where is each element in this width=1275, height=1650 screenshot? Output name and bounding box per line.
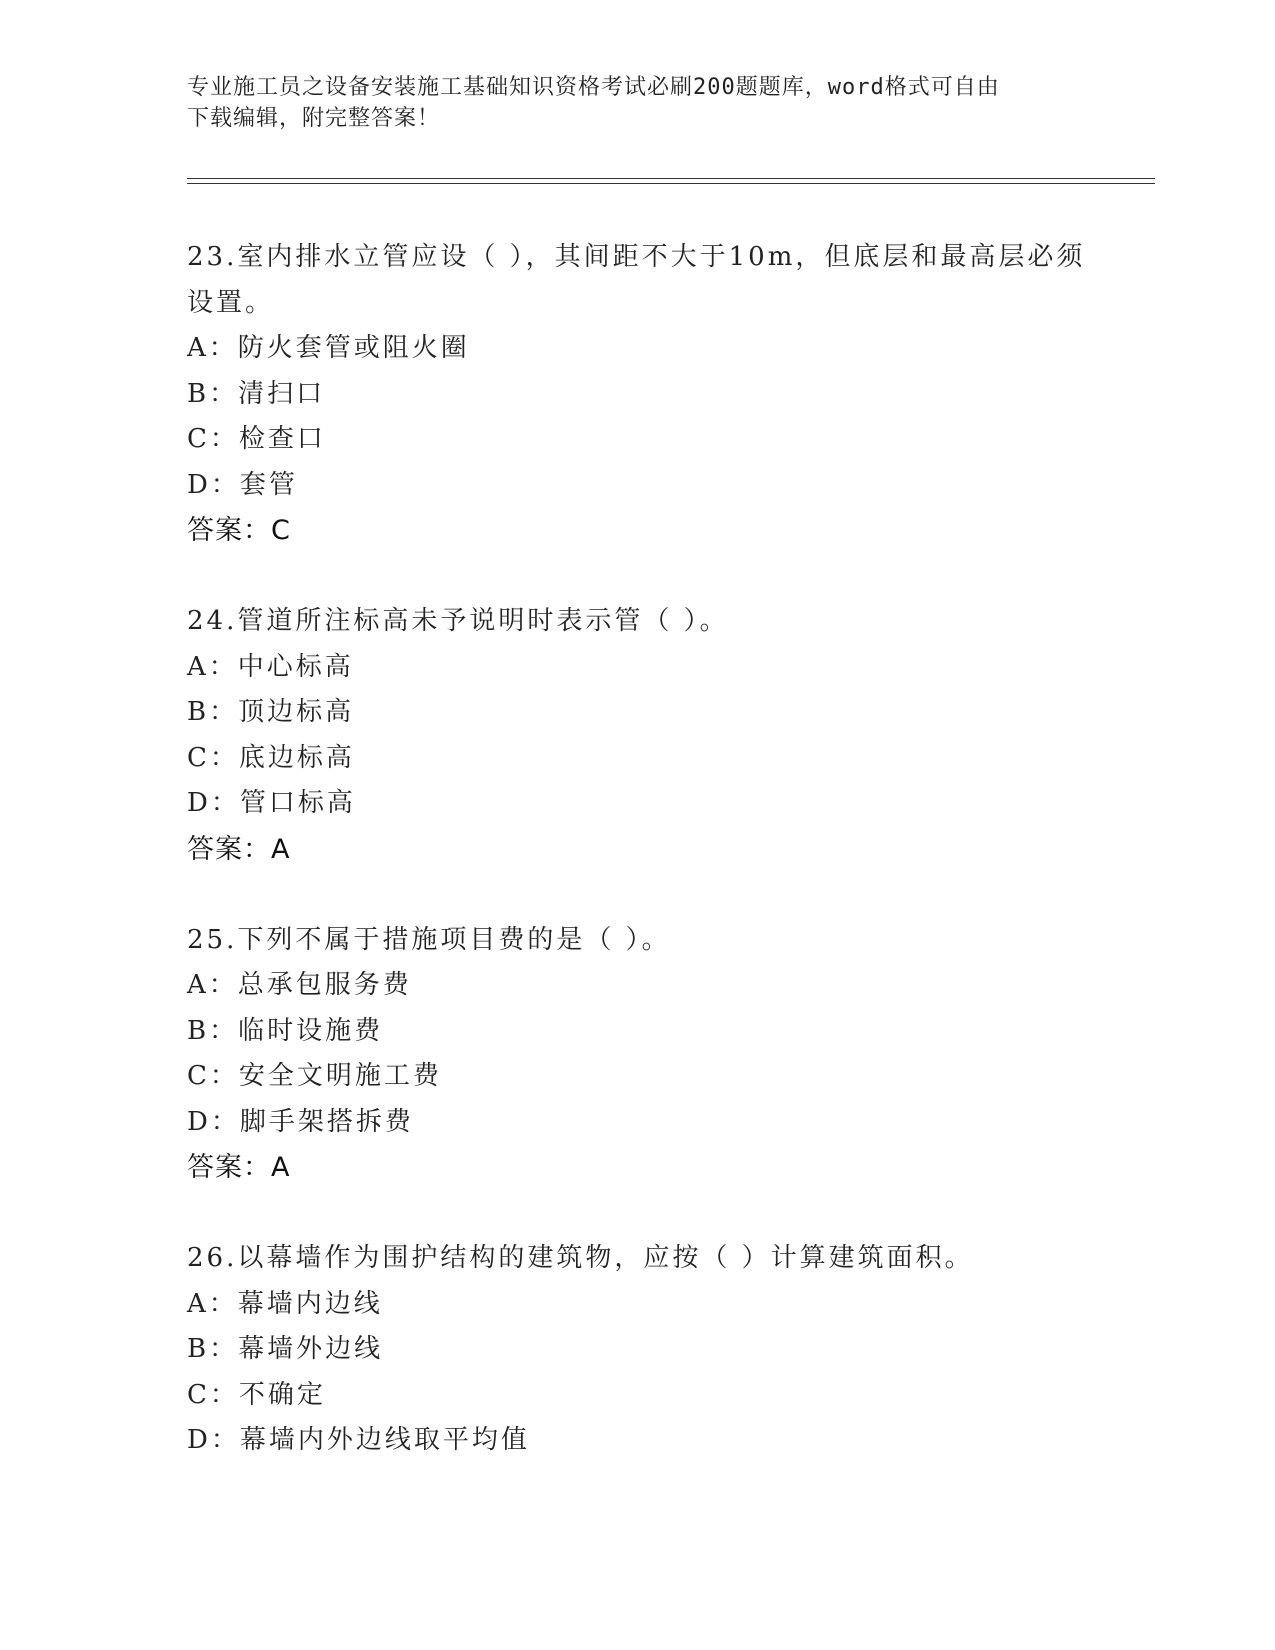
header-divider-bottom: [187, 183, 1155, 184]
option-b: B：临时设施费: [187, 1015, 384, 1046]
spacer: [187, 872, 1107, 918]
option-a: A：幕墙内边线: [187, 1288, 383, 1319]
question-list: [187, 235, 1107, 1464]
question-text-line: 23.室内排水立管应设（ ），其间距不大于10m，但底层和最高层必须: [187, 242, 1086, 272]
spacer: [187, 1191, 1107, 1237]
question-text-line: 25.下列不属于措施项目费的是（ ）。: [187, 924, 671, 955]
option-b: B：顶边标高: [187, 697, 355, 727]
question-26: [187, 1236, 1107, 1464]
option-d: D：幕墙内外边线取平均值: [187, 1425, 530, 1455]
question-text-line: 设置。: [187, 287, 275, 318]
header-line-1: 专业施工员之设备安装施工基础知识资格考试必刷200题题库，word格式可自由: [187, 75, 1000, 100]
question-25: [187, 918, 1107, 1191]
question-text-line: 24.管道所注标高未予说明时表示管（ ）。: [187, 606, 729, 636]
option-a: A：防火套管或阻火圈: [187, 333, 470, 363]
document-header: [187, 72, 1087, 134]
question-text-line: 26.以幕墙作为围护结构的建筑物，应按（ ）计算建筑面积。: [187, 1243, 974, 1273]
header-divider-top: [187, 178, 1155, 179]
answer-line: 答案：A: [187, 1152, 291, 1183]
option-d: D：脚手架搭拆费: [187, 1106, 414, 1137]
option-c: C：安全文明施工费: [187, 1061, 442, 1091]
option-c: C：底边标高: [187, 742, 355, 773]
question-23: [187, 235, 1107, 554]
header-line-2: 下载编辑，附完整答案！: [187, 106, 441, 131]
option-a: A：中心标高: [187, 651, 354, 682]
option-c: C：检查口: [187, 424, 326, 454]
option-c: C：不确定: [187, 1379, 326, 1410]
option-b: B：清扫口: [187, 378, 326, 409]
answer-line: 答案：A: [187, 833, 291, 865]
option-a: A：总承包服务费: [187, 970, 412, 1000]
option-d: D：管口标高: [187, 788, 356, 818]
spacer: [187, 554, 1107, 600]
question-24: [187, 599, 1107, 872]
option-b: B：幕墙外边线: [187, 1334, 384, 1364]
answer-line: 答案：C: [187, 515, 291, 546]
option-d: D：套管: [187, 469, 298, 500]
